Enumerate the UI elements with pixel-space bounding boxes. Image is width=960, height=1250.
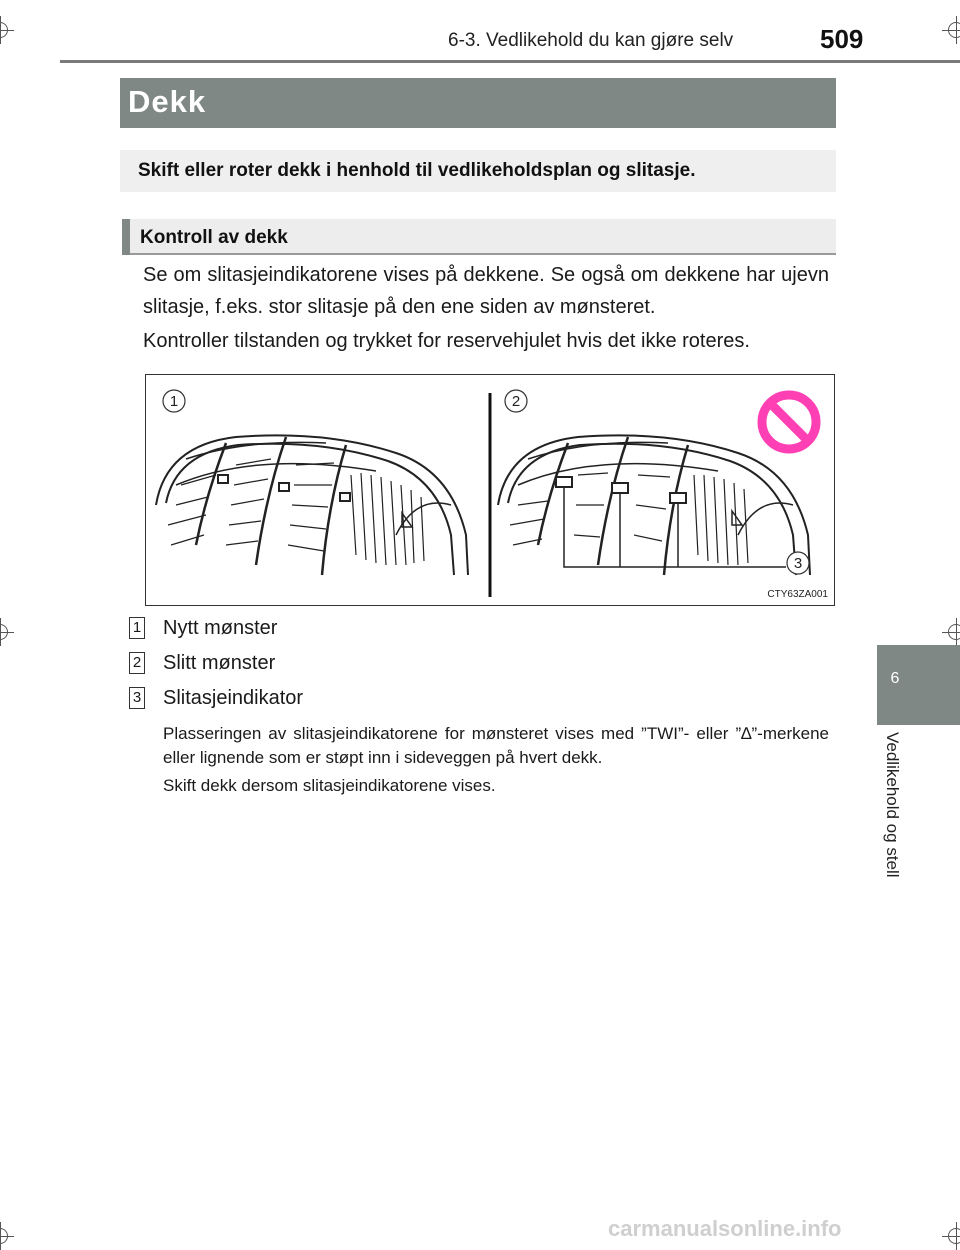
legend-num-2: 2 bbox=[129, 652, 145, 674]
callout-3 bbox=[787, 552, 809, 574]
new-tread-tire bbox=[156, 435, 468, 575]
page-title: Dekk bbox=[128, 84, 207, 119]
paragraph-wear-check: Se om slitasjeindikatorene vises på dekkene. Se også om dekkene har ujevn slitasje, f.eks. stor slitasje på den ene siden av mønsteret. bbox=[143, 264, 829, 318]
header-rule bbox=[60, 60, 960, 63]
subsection-heading: Kontroll av dekk bbox=[140, 227, 288, 248]
chapter-label-text: Vedlikehold og stell bbox=[883, 732, 902, 878]
page-number: 509 bbox=[820, 24, 864, 54]
legend-label-worn-tread: Slitt mønster bbox=[163, 652, 276, 674]
note-indicator-location: Plasseringen av slitasjeindikatorene for mønsteret vises med ”TWI”- eller ”∆”-merkene eller lignende som er støpt inn i sideveggen på hvert dekk. bbox=[163, 724, 829, 767]
legend-label-wear-indicator: Slitasjeindikator bbox=[163, 687, 304, 709]
prohibited-icon bbox=[762, 395, 816, 449]
summary-text: Skift eller roter dekk i henhold til vedlikeholdsplan og slitasje. bbox=[138, 160, 696, 181]
worn-tread-tire bbox=[498, 435, 810, 575]
subsection-accent bbox=[122, 219, 130, 255]
callout-1-label: 1 bbox=[169, 393, 179, 410]
paragraph-spare-check: Kontroller tilstanden og trykket for reservehjulet hvis det ikke roteres. bbox=[143, 330, 750, 352]
tire-illustration bbox=[145, 374, 835, 606]
callout-1 bbox=[163, 390, 185, 412]
legend-num-1: 1 bbox=[129, 617, 145, 639]
legend-num-3: 3 bbox=[129, 687, 145, 709]
title-bar bbox=[120, 78, 836, 128]
callout-3-label: 3 bbox=[793, 555, 803, 572]
note-replace-tire: Skift dekk dersom slitasjeindikatorene vises. bbox=[163, 776, 496, 795]
tire-drawing bbox=[146, 375, 833, 604]
section-label: 6-3. Vedlikehold du kan gjøre selv bbox=[448, 30, 734, 51]
legend-label-new-tread: Nytt mønster bbox=[163, 617, 278, 639]
chapter-label bbox=[880, 732, 910, 907]
callout-2 bbox=[505, 390, 527, 412]
watermark: carmanualsonline.info bbox=[608, 1216, 842, 1241]
callout-2-label: 2 bbox=[511, 393, 521, 410]
figure-code: CTY63ZA001 bbox=[767, 589, 828, 600]
chapter-number: 6 bbox=[890, 670, 900, 687]
